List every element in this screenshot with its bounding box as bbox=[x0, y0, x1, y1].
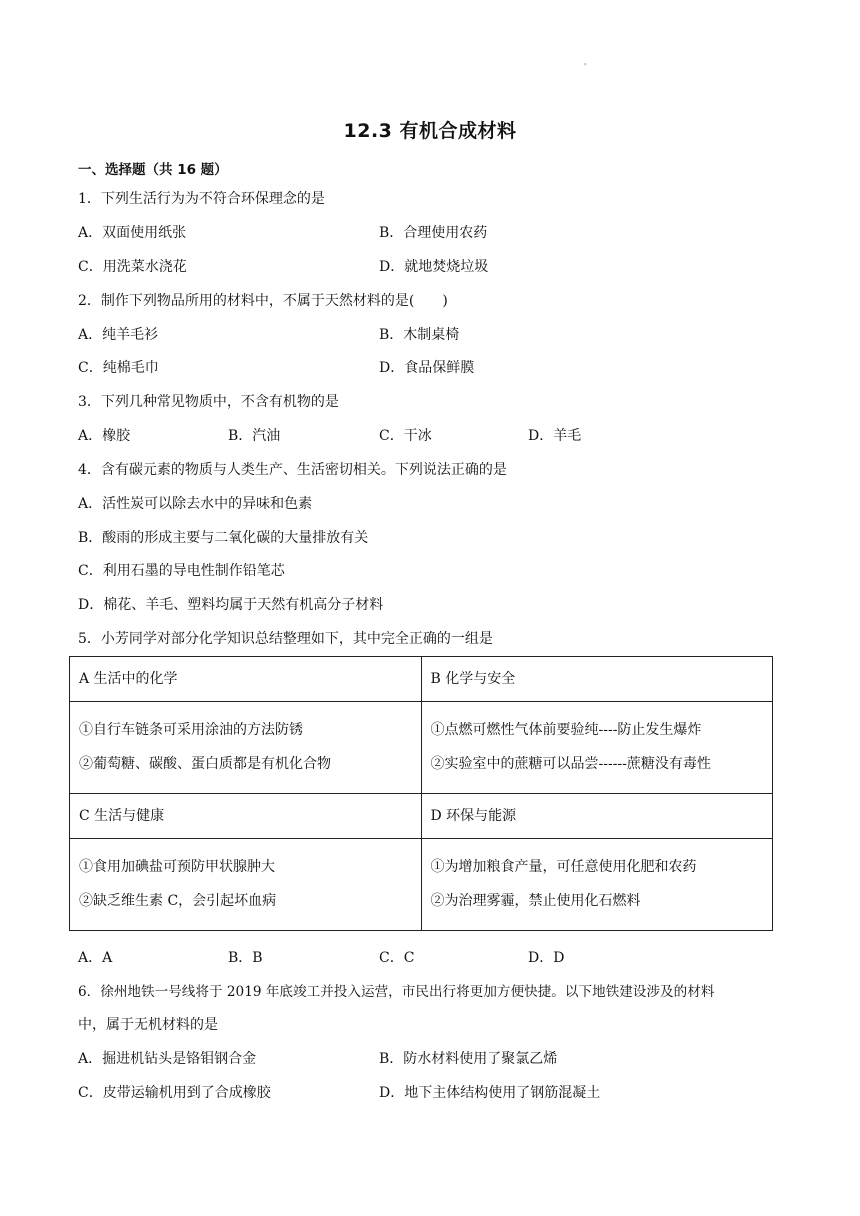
q6-option-a: A．掘进机钻头是铬钼钢合金 bbox=[78, 1051, 257, 1067]
question-6-stem-line2: 中，属于无机材料的是 bbox=[78, 1017, 218, 1033]
table-b-item-1: ①点燃可燃性气体前要验纯----防止发生爆炸 bbox=[430, 722, 702, 738]
question-1-stem: 1．下列生活行为为不符合环保理念的是 bbox=[78, 191, 325, 207]
question-2-stem: 2．制作下列物品所用的材料中，不属于天然材料的是( ) bbox=[78, 293, 448, 309]
table-cell-d-body bbox=[421, 839, 773, 931]
q5-option-a: A．A bbox=[78, 950, 113, 966]
question-5-stem: 5．小芳同学对部分化学知识总结整理如下，其中完全正确的一组是 bbox=[78, 631, 493, 647]
q2-option-b: B．木制桌椅 bbox=[379, 327, 460, 343]
q4-option-d: D．棉花、羊毛、塑料均属于天然有机高分子材料 bbox=[78, 597, 384, 613]
q6-option-c: C．皮带运输机用到了合成橡胶 bbox=[78, 1085, 271, 1101]
q1-option-c: C．用洗菜水浇花 bbox=[78, 259, 187, 275]
table-c-item-1: ①食用加碘盐可预防甲状腺肿大 bbox=[79, 859, 275, 875]
q5-knowledge-table bbox=[69, 656, 773, 931]
header-mark: ' bbox=[584, 62, 587, 71]
q4-option-b: B．酸雨的形成主要与二氧化碳的大量排放有关 bbox=[78, 530, 369, 546]
q3-option-c: C．干冰 bbox=[379, 428, 432, 444]
q5-option-c: C．C bbox=[379, 950, 415, 966]
table-d-item-1: ①为增加粮食产量，可任意使用化肥和农药 bbox=[430, 859, 697, 875]
q1-option-d: D．就地焚烧垃圾 bbox=[379, 259, 489, 275]
q6-option-b: B．防水材料使用了聚氯乙烯 bbox=[379, 1051, 558, 1067]
question-6-stem-line1: 6．徐州地铁一号线将于 2019 年底竣工并投入运营，市民出行将更加方便快捷。以下地铁建设涉及的材料 bbox=[78, 984, 715, 1000]
q5-option-d: D．D bbox=[528, 950, 565, 966]
table-cell-b-body bbox=[421, 702, 773, 794]
q3-option-d: D．羊毛 bbox=[528, 428, 582, 444]
table-cell-c-body bbox=[70, 839, 422, 931]
table-a-item-1: ①自行车链条可采用涂油的方法防锈 bbox=[79, 722, 303, 738]
table-b-item-2: ②实验室中的蔗糖可以品尝------蔗糖没有毒性 bbox=[430, 756, 711, 772]
table-a-item-2: ②葡萄糖、碳酸、蛋白质都是有机化合物 bbox=[79, 756, 331, 772]
table-cell-a-body bbox=[70, 702, 422, 794]
q4-option-a: A．活性炭可以除去水中的异味和色素 bbox=[78, 496, 313, 512]
table-cell-a-head: A 生活中的化学 bbox=[70, 657, 422, 702]
table-d-item-2: ②为治理雾霾，禁止使用化石燃料 bbox=[430, 893, 641, 909]
table-c-item-2: ②缺乏维生素 C，会引起坏血病 bbox=[79, 893, 277, 909]
q1-option-b: B．合理使用农药 bbox=[379, 225, 488, 241]
q2-option-d: D．食品保鲜膜 bbox=[379, 360, 475, 376]
page-title: 12.3 有机合成材料 bbox=[343, 120, 517, 142]
q2-option-c: C．纯棉毛巾 bbox=[78, 360, 159, 376]
table-cell-b-head: B 化学与安全 bbox=[421, 657, 773, 702]
section-heading: 一、选择题（共 16 题） bbox=[78, 162, 228, 178]
q1-option-a: A．双面使用纸张 bbox=[78, 225, 187, 241]
question-4-stem: 4．含有碳元素的物质与人类生产、生活密切相关。下列说法正确的是 bbox=[78, 462, 507, 478]
q4-option-c: C．利用石墨的导电性制作铅笔芯 bbox=[78, 563, 285, 579]
q5-option-b: B．B bbox=[228, 950, 263, 966]
table-cell-c-head: C 生活与健康 bbox=[70, 794, 422, 839]
q3-option-b: B．汽油 bbox=[228, 428, 281, 444]
q3-option-a: A．橡胶 bbox=[78, 428, 131, 444]
question-3-stem: 3．下列几种常见物质中，不含有机物的是 bbox=[78, 394, 339, 410]
q2-option-a: A．纯羊毛衫 bbox=[78, 327, 159, 343]
q6-option-d: D．地下主体结构使用了钢筋混凝土 bbox=[379, 1085, 601, 1101]
table-cell-d-head: D 环保与能源 bbox=[421, 794, 773, 839]
